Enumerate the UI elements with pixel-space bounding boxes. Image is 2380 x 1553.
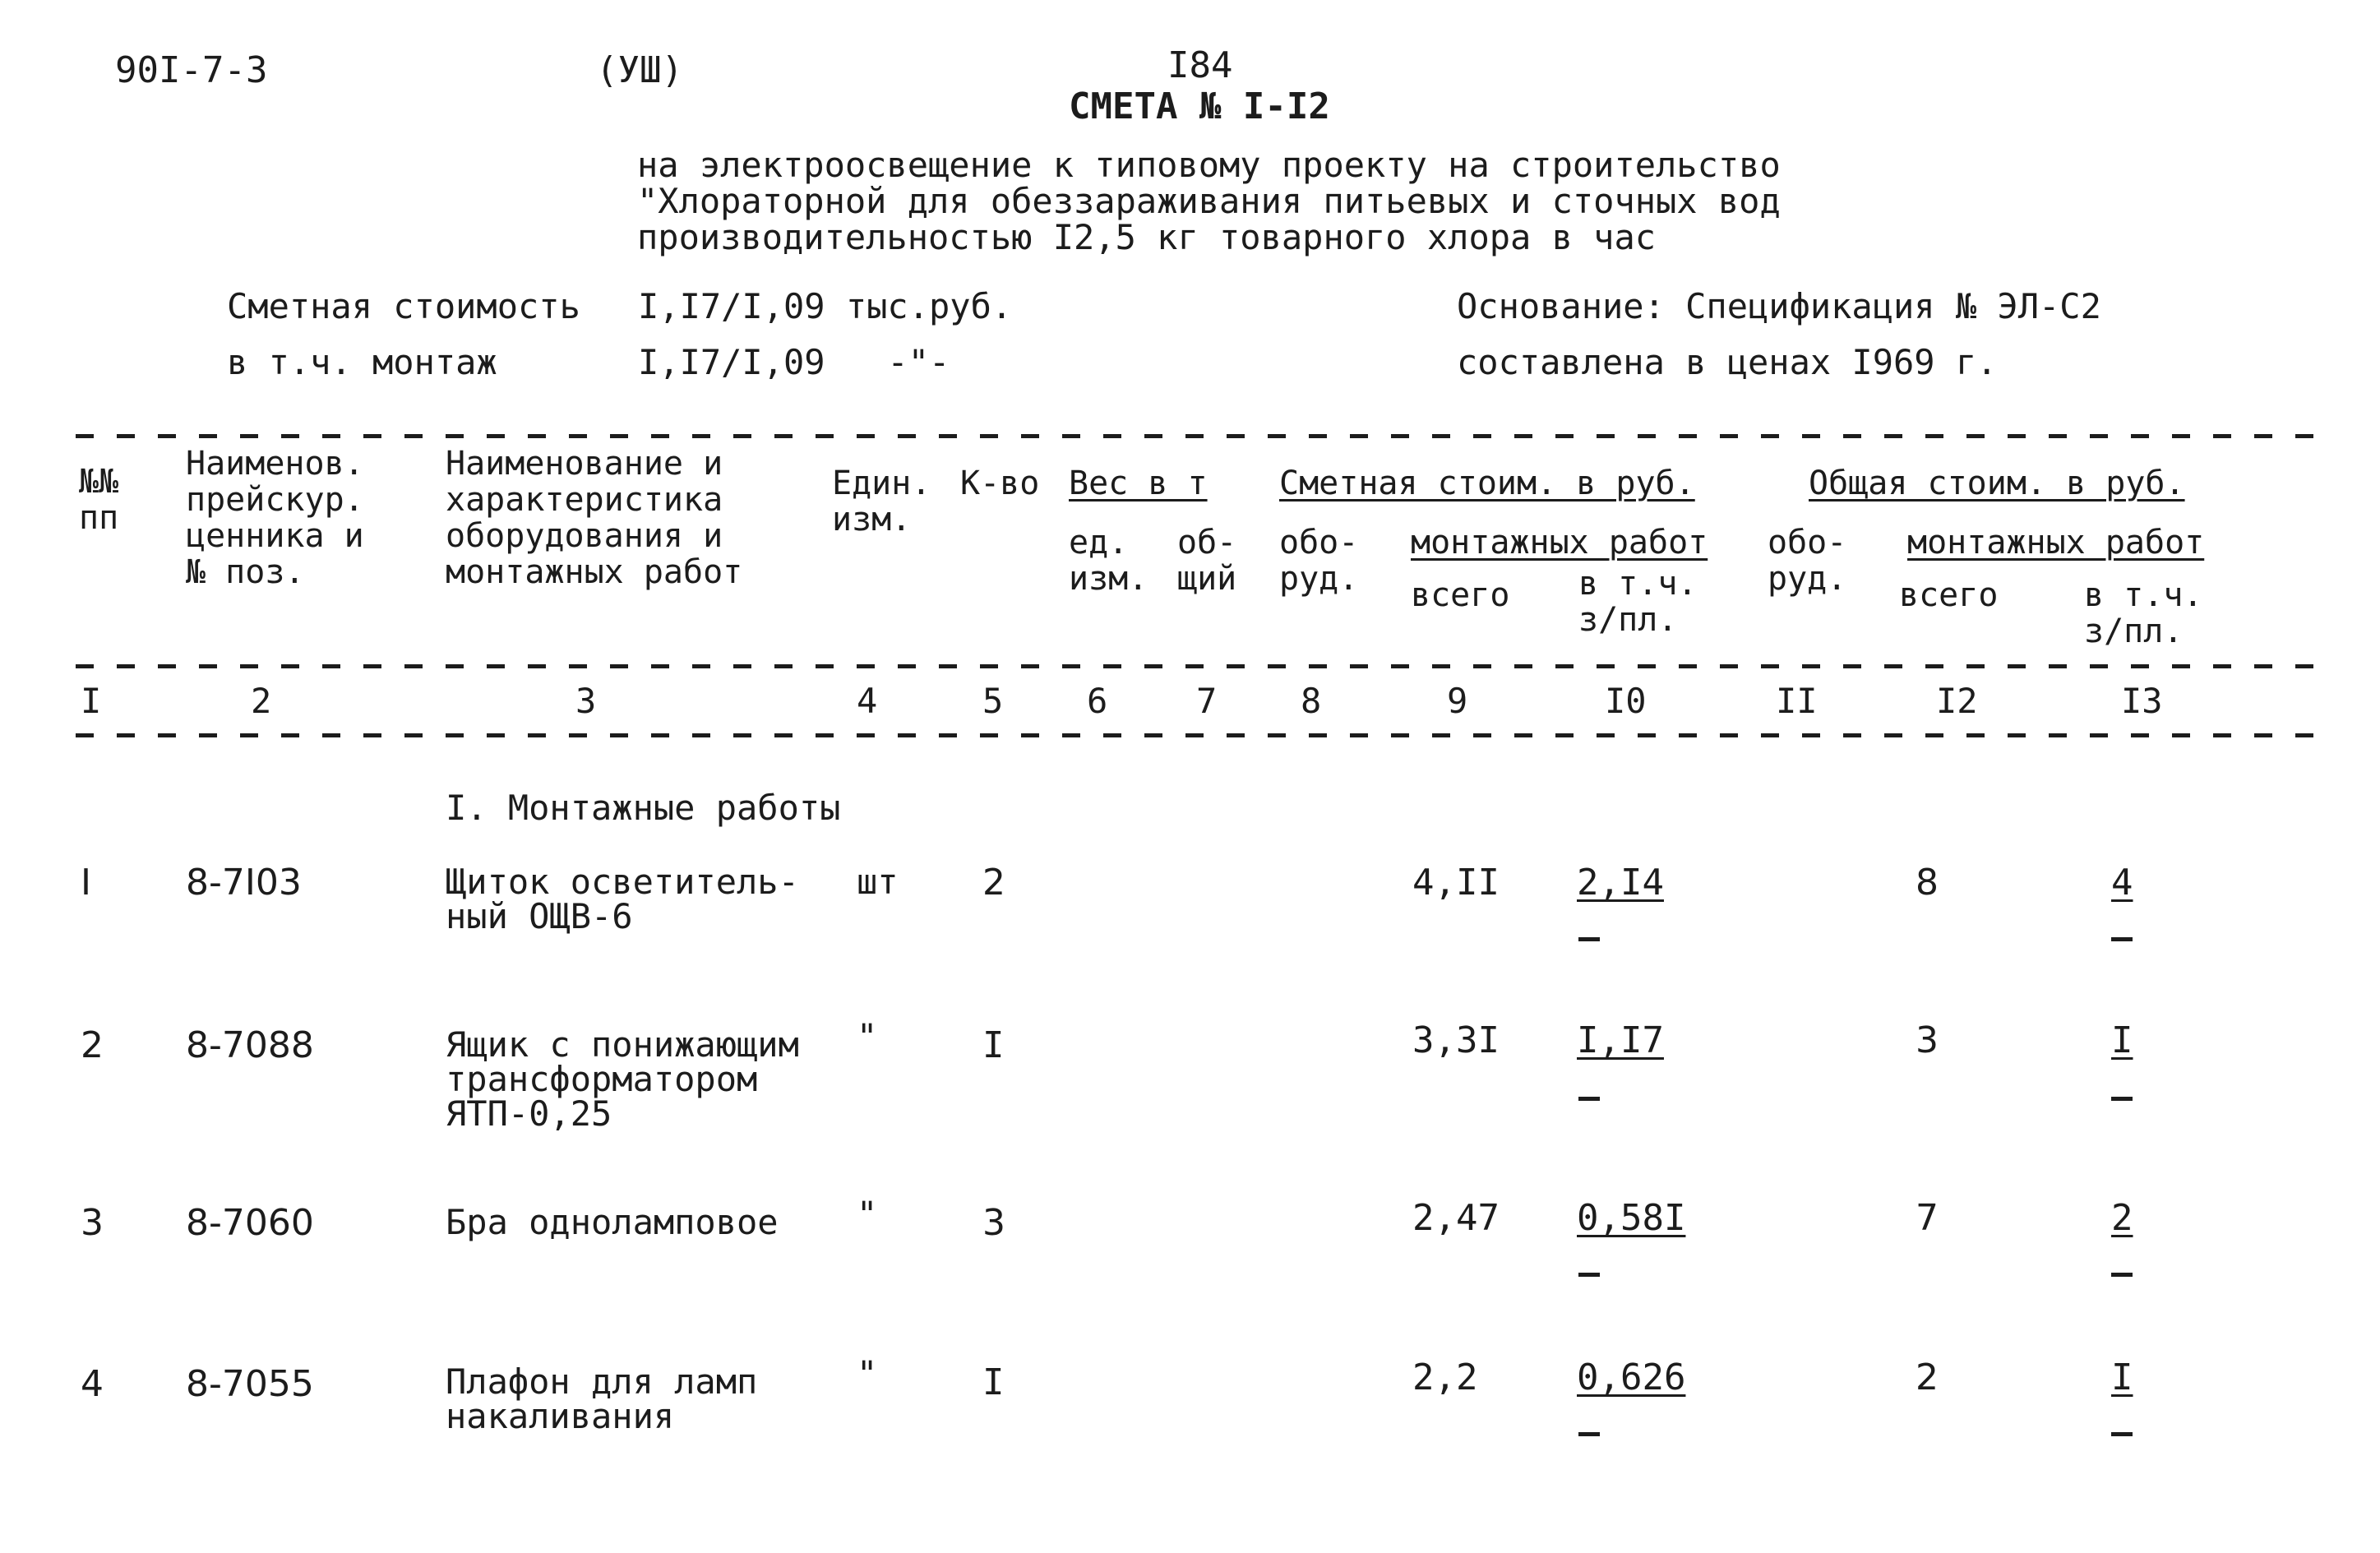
estimate-cost-group-header: Сметная стоим. в руб. [1279, 465, 1695, 502]
col8-header-l2: руд. [1279, 560, 1359, 598]
mount-label: в т.ч. монтаж [227, 342, 497, 382]
column-numbers-rule [76, 733, 2320, 737]
mounting-total: 4,II [1412, 862, 1500, 904]
general-wage: I [2111, 1357, 2133, 1398]
quantity: I [982, 1361, 1005, 1403]
column-number: 8 [1301, 681, 1322, 721]
col2-header-l4: № поз. [186, 553, 305, 591]
price-code: 8-7088 [186, 1024, 314, 1066]
col5-header: К-во [960, 465, 1040, 502]
total-mounting-header: монтажных работ [1907, 524, 2205, 562]
col11-header-l1: обо- [1768, 524, 1847, 562]
item-name-line: Ящик с понижающим [446, 1024, 799, 1065]
col12-header: всего [1899, 576, 1999, 614]
column-number: I0 [1605, 681, 1647, 721]
col4-header-l2: изм. [832, 501, 912, 538]
mounting-wage: 0,58I [1577, 1197, 1686, 1239]
col1-header-l1: №№ [79, 463, 119, 501]
mounting-wage: 0,626 [1577, 1357, 1686, 1398]
col6-header-l2: изм. [1069, 560, 1148, 598]
col7-header-l2: щий [1177, 560, 1237, 598]
subtitle-line-1: на электроосвещение к типовому проекту на строительство [637, 145, 1781, 185]
column-number: 5 [982, 681, 1004, 721]
album-number: (УШ) [596, 49, 683, 91]
unit: шт [857, 862, 899, 902]
price-code: 8-7I03 [186, 862, 302, 904]
dash-mark [2111, 937, 2133, 941]
table-top-rule [76, 434, 2320, 438]
column-number: I2 [1936, 681, 1978, 721]
subtitle-line-2: "Хлораторной для обеззараживания питьевых и сточных вод [637, 181, 1781, 221]
cost-value: I,I7/I,09 тыс.руб. [638, 286, 1013, 326]
column-number: I [81, 681, 102, 721]
col8-header-l1: обо- [1279, 524, 1359, 562]
weight-group-header: Вес в т [1069, 465, 1208, 502]
mounting-total: 2,47 [1412, 1197, 1500, 1239]
quantity: 2 [982, 862, 1005, 904]
column-number: 3 [575, 681, 597, 721]
total-cost-group-header: Общая стоим. в руб. [1809, 465, 2185, 502]
row-number: 2 [81, 1024, 104, 1066]
col13-header-l1: в т.ч. [2084, 576, 2203, 614]
general-wage: 4 [2111, 862, 2133, 904]
col3-header-l2: характеристика [446, 481, 723, 519]
col7-header-l1: об- [1177, 524, 1237, 562]
column-number: 9 [1447, 681, 1468, 721]
col13-header-l2: з/пл. [2084, 612, 2184, 650]
item-name-line: ЯТП-0,25 [446, 1093, 612, 1134]
dash-mark [2111, 1273, 2133, 1277]
col10-header-l2: з/пл. [1578, 601, 1678, 639]
column-number: II [1776, 681, 1818, 721]
dash-mark [1578, 937, 1600, 941]
price-code: 8-7060 [186, 1202, 314, 1244]
dash-mark [1578, 1097, 1600, 1101]
section-title: I. Монтажные работы [446, 788, 841, 828]
general-total: 8 [1916, 862, 1939, 904]
estimate-title: СМЕТА № I-I2 [1069, 86, 1330, 127]
item-name-line: трансформатором [446, 1059, 758, 1099]
general-total: 3 [1916, 1019, 1939, 1061]
document-code: 90I-7-3 [115, 49, 268, 91]
col11-header-l2: руд. [1768, 560, 1847, 598]
mounting-total: 2,2 [1412, 1357, 1478, 1398]
quantity: 3 [982, 1202, 1005, 1244]
item-name-line: Щиток осветитель- [446, 862, 799, 902]
cost-label: Сметная стоимость [227, 286, 580, 326]
page-number: I84 [1167, 44, 1233, 86]
mounting-total: 3,3I [1412, 1019, 1500, 1061]
mounting-wage: I,I7 [1577, 1019, 1664, 1061]
dash-mark [2111, 1432, 2133, 1436]
col10-header-l1: в т.ч. [1578, 565, 1698, 603]
quantity: I [982, 1024, 1005, 1066]
col1-header-l2: пп [79, 499, 119, 537]
dash-mark [2111, 1097, 2133, 1101]
row-number: 4 [81, 1363, 104, 1405]
row-number: 3 [81, 1202, 104, 1244]
subtitle-line-3: производительностью I2,5 кг товарного хлора в час [637, 217, 1657, 257]
item-name-line: Бра одноламповое [446, 1202, 779, 1242]
unit-ditto: " [857, 1194, 878, 1234]
dash-mark [1578, 1273, 1600, 1277]
column-number: I3 [2121, 681, 2163, 721]
prices-text: составлена в ценах I969 г. [1457, 342, 1998, 382]
column-number: 6 [1087, 681, 1108, 721]
mounting-wage: 2,I4 [1577, 862, 1664, 904]
column-number: 2 [251, 681, 272, 721]
unit-ditto: " [857, 1016, 878, 1056]
dash-mark [1578, 1432, 1600, 1436]
col9-header: всего [1411, 576, 1510, 614]
general-wage: 2 [2111, 1197, 2133, 1239]
row-number: I [81, 862, 91, 904]
general-total: 7 [1916, 1197, 1939, 1239]
price-code: 8-7055 [186, 1363, 314, 1405]
item-name-line: Плафон для ламп [446, 1361, 758, 1402]
mount-value: I,I7/I,09 -"- [638, 342, 950, 382]
column-number: 4 [857, 681, 878, 721]
col2-header-l3: ценника и [186, 517, 364, 555]
header-bottom-rule [76, 664, 2320, 668]
basis-text: Основание: Спецификация № ЭЛ-С2 [1457, 286, 2101, 326]
estimate-mounting-header: монтажных работ [1411, 524, 1708, 562]
col6-header-l1: ед. [1069, 524, 1129, 562]
general-total: 2 [1916, 1357, 1939, 1398]
general-wage: I [2111, 1019, 2133, 1061]
col3-header-l3: оборудования и [446, 517, 723, 555]
unit-ditto: " [857, 1353, 878, 1394]
col2-header-l1: Наименов. [186, 445, 364, 483]
item-name-line: ный ОЩВ-6 [446, 896, 633, 936]
item-name-line: накаливания [446, 1396, 675, 1436]
col3-header-l4: монтажных работ [446, 553, 743, 591]
column-number: 7 [1196, 681, 1218, 721]
col4-header-l1: Един. [832, 465, 931, 502]
col2-header-l2: прейскур. [186, 481, 364, 519]
col3-header-l1: Наименование и [446, 445, 723, 483]
